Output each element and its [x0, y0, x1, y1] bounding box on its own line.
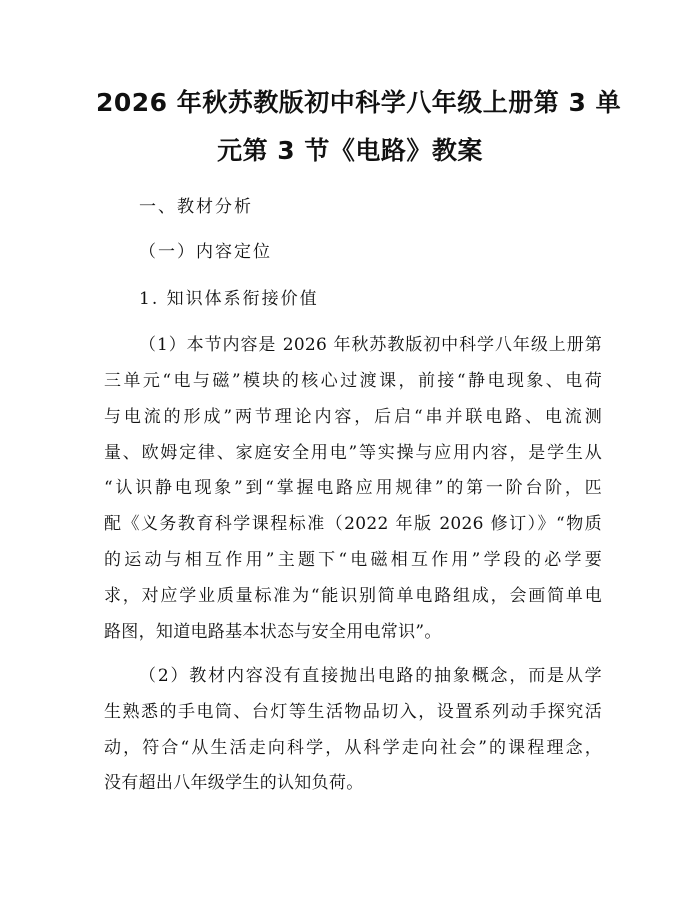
paragraph-2-line: （2）教材内容没有直接抛出电路的抽象概念，而是从学 — [139, 666, 602, 686]
section-heading-textbook-analysis: 一、教材分析 — [139, 197, 253, 217]
paragraph-1-line: 与电流的形成”两节理论内容，后启“串并联电路、电流测 — [104, 407, 602, 427]
paragraph-1-line: “认识静电现象”到“掌握电路应用规律”的第一阶台阶，匹 — [104, 478, 602, 498]
paragraph-1-line: 量、欧姆定律、家庭安全用电”等实操与应用内容，是学生从 — [104, 443, 602, 463]
paragraph-1-line: 配《义务教育科学课程标准（2022 年版 2026 修订）》“物质 — [104, 514, 602, 534]
paragraph-1-line: 求，对应学业质量标准为“能识别简单电路组成，会画简单电 — [104, 586, 602, 606]
item-heading-knowledge-link: 1. 知识体系衔接价值 — [139, 289, 319, 309]
subsection-heading-content-positioning: （一）内容定位 — [139, 242, 272, 262]
paragraph-1-line: （1）本节内容是 2026 年秋苏教版初中科学八年级上册第 — [139, 335, 602, 355]
paragraph-1-line: 三单元“电与磁”模块的核心过渡课，前接“静电现象、电荷 — [104, 371, 602, 391]
paragraph-2-line: 动，符合“从生活走向科学，从科学走向社会”的课程理念， — [104, 738, 602, 758]
document-title-line-1: 2026 年秋苏教版初中科学八年级上册第 3 单 — [96, 88, 622, 117]
paragraph-1-line: 的运动与相互作用”主题下“电磁相互作用”学段的必学要 — [104, 550, 602, 570]
paragraph-2-line: 没有超出八年级学生的认知负荷。 — [104, 773, 364, 793]
paragraph-1-line: 路图，知道电路基本状态与安全用电常识”。 — [104, 622, 442, 642]
paragraph-2-line: 生熟悉的手电筒、台灯等生活物品切入，设置系列动手探究活 — [104, 702, 602, 722]
document-title-line-2: 元第 3 节《电路》教案 — [217, 136, 483, 165]
